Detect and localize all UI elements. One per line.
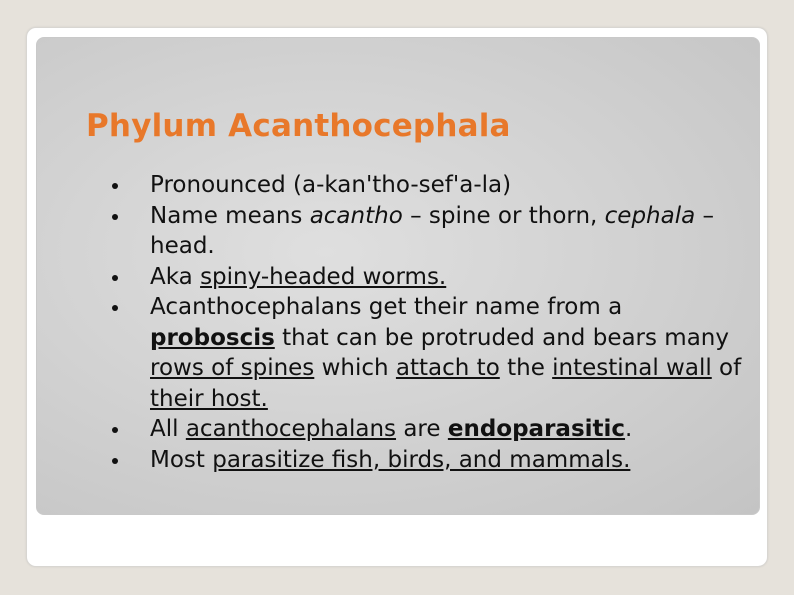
slide-title: Phylum Acanthocephala <box>86 108 511 144</box>
bullet-dot-icon <box>112 275 118 281</box>
bullet-text-segment: Acanthocephalans get their name from a <box>150 294 623 320</box>
bullet-list <box>112 170 752 475</box>
bullet-text-segment: Most <box>150 446 213 473</box>
bullet-text-segment: – spine or thorn, <box>402 202 605 229</box>
bullet-underlined-term: attach to <box>395 355 500 381</box>
bullet-text-segment: which <box>314 355 396 381</box>
bullet-text-segment: – head. <box>150 202 715 259</box>
bullet-dot-icon <box>112 427 118 433</box>
bullet-term-proboscis: proboscis <box>150 324 275 351</box>
bullet-dot-icon <box>112 458 118 464</box>
bullet-text-segment: All <box>150 416 186 442</box>
bullet-underlined-term: intestinal wall <box>552 355 712 381</box>
bullet-text-segment: are <box>396 416 448 442</box>
bullet-text-segment: of <box>711 355 742 381</box>
bullet-text-segment: that can be protruded and bears many <box>274 324 729 351</box>
bullet-text-segment: the <box>499 355 553 381</box>
bullet-item <box>112 170 752 201</box>
bullet-text-segment: Aka <box>150 263 201 290</box>
bullet-item <box>112 292 752 414</box>
bullet-underlined-term: parasitize fish, birds, and mammals. <box>212 446 631 473</box>
bullet-text-segment: Name means <box>150 202 310 229</box>
bullet-term-endoparasitic: endoparasitic <box>447 416 626 442</box>
bullet-dot-icon <box>112 305 118 311</box>
bullet-item <box>112 201 752 262</box>
bullet-item <box>112 445 752 476</box>
bullet-underlined-term: their host. <box>150 385 268 412</box>
bullet-term-cephala: cephala <box>604 202 696 229</box>
bullet-dot-icon <box>112 214 118 220</box>
bullet-term-acantho: acantho <box>309 202 403 229</box>
bullet-text-segment: . <box>625 416 633 442</box>
bullet-underlined-term: acanthocephalans <box>185 416 397 442</box>
bullet-underlined-term: rows of spines <box>150 355 315 381</box>
bullet-underlined-term: spiny-headed worms. <box>200 263 447 290</box>
bullet-item <box>112 414 752 445</box>
bullet-dot-icon <box>112 183 118 189</box>
bullet-text: Pronounced (a-kan'tho-sef'a-la) <box>150 172 512 198</box>
bullet-item <box>112 262 752 293</box>
